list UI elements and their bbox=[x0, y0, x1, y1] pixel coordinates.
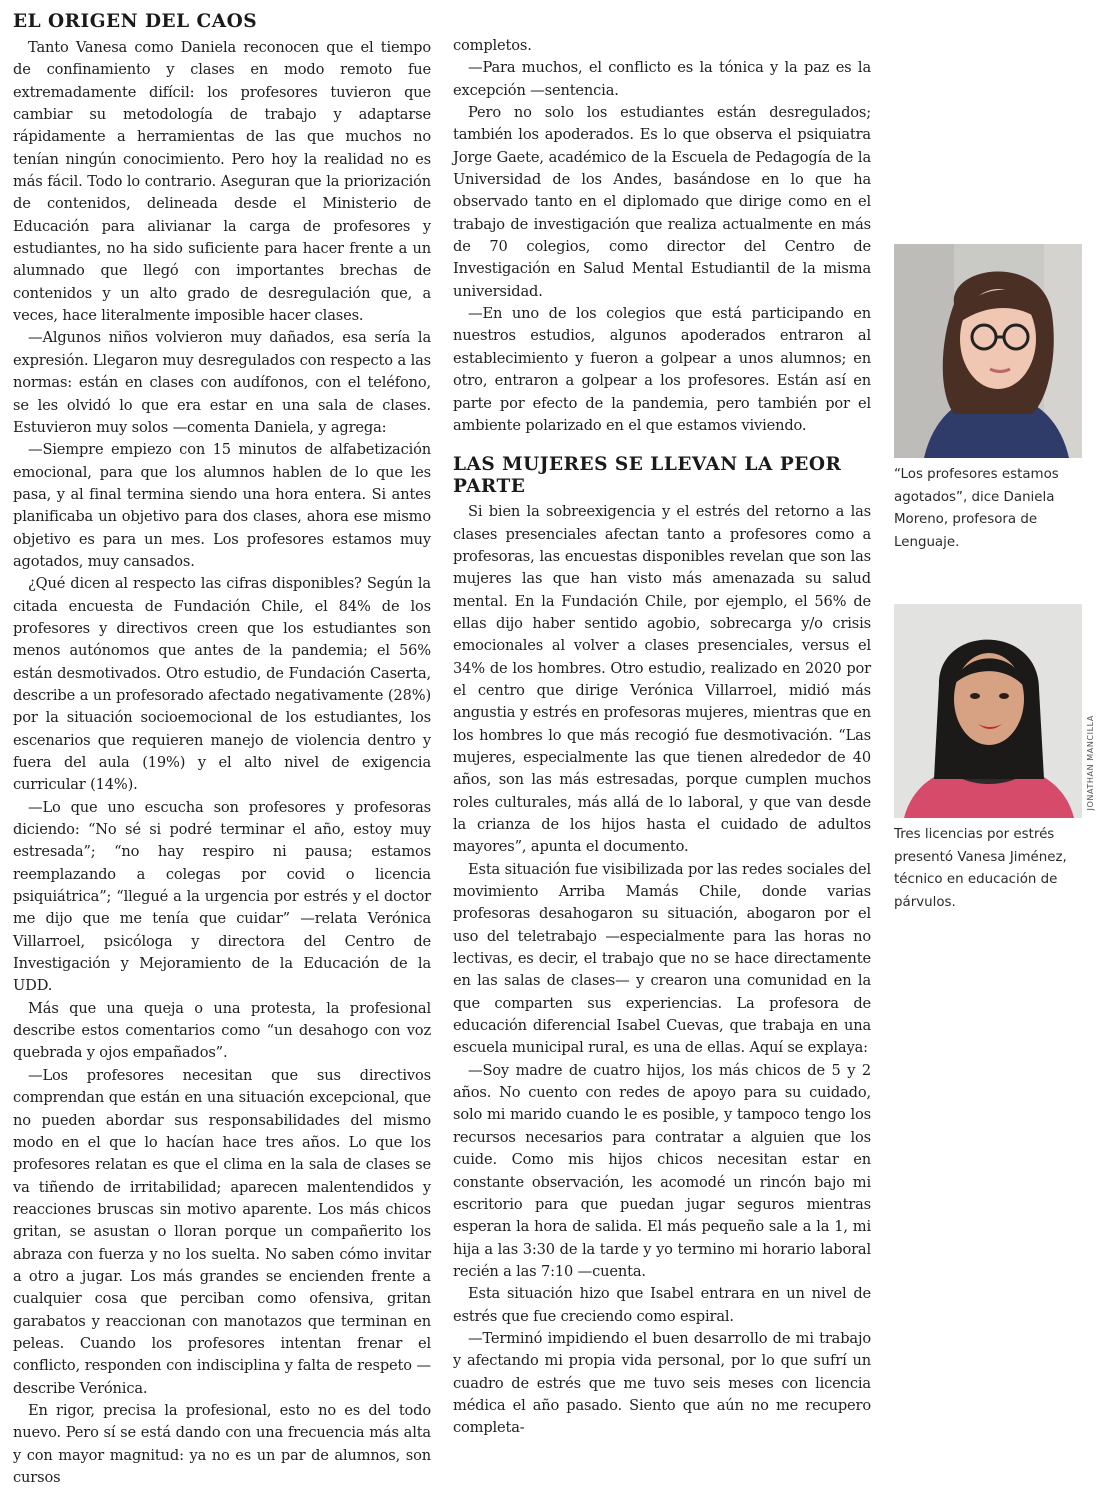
column-left bbox=[13, 0, 431, 1489]
paragraph: —En uno de los colegios que está participando en nuestros estudios, algunos apoderados entraron al establecimiento y fueron a golpear a unos alumnos; en otro, entraron a golpear a los profesores. Están así en parte por efecto de la pandemia, pero también por el ambiente polarizado en el que estamos viviendo. bbox=[453, 305, 871, 434]
paragraph-continuation: completos. bbox=[453, 37, 532, 54]
paragraph: Esta situación fue visibilizada por las redes sociales del movimiento Arriba Mamás Chile, donde varias profesoras desahogaron su situación, abogaron por el uso del teletrabajo —especialmente para las horas no lectivas, es decir, el trabajo que no se hace directamente en las salas de clases— y crearon una comunidad en la que comparten sus experiencias. La profesora de educación diferencial Isabel Cuevas, que trabaja en una escuela municipal rural, es una de ellas. Aquí se explaya: bbox=[453, 860, 871, 1057]
paragraph: Más que una queja o una protesta, la profesional describe estos comentarios como “un desahogo con voz quebrada y ojos empañados”. bbox=[13, 999, 431, 1062]
paragraph: ¿Qué dicen al respecto las cifras disponibles? Según la citada encuesta de Fundación Chile, el 84% de los profesores y directivos creen que los estudiantes son menos autónomos que antes de la pandemia; el 56% están desmotivados. Otro estudio, de Fundación Caserta, describe a un profesorado afectado negativamente (28%) por la situación socioemocional de los estudiantes, los escenarios que requieren manejo de violencia dentro y fuera del aula (19%) y el alto nivel de exigencia curricular (14%). bbox=[13, 575, 431, 794]
paragraph: —Los profesores necesitan que sus directivos comprendan que están en una situación excepcional, que no pueden abordar sus responsabilidades del mismo modo en el que lo hacían hace tres años. Lo que los profesores relatan es que el clima en la sala de clases se va tiñendo de irritabilidad; aparecen malentendidos y reacciones bruscas sin motivo aparente. Los más chicos gritan, se asustan o lloran porque un compañerito los abraza con fuerza y no los suelta. No saben cómo invitar a otro a jugar. Los más grandes se encienden frente a cualquier cosa que perciban como ofensiva, gritan garabatos y reaccionan con manotazos que terminan en peleas. Cuando los profesores intentan frenar el conflicto, responden con indisciplina y falta de respeto —describe Verónica. bbox=[13, 1066, 431, 1397]
photo-vanesa-jimenez bbox=[894, 604, 1082, 818]
caption-vanesa: Tres licencias por estrés presentó Vanesa Jiménez, técnico en educación de párvulos. bbox=[894, 827, 1067, 910]
column-middle bbox=[453, 0, 871, 1440]
paragraph: Pero no solo los estudiantes están desregulados; también los apoderados. Es lo que observa el psiquiatra Jorge Gaete, académico de la Escuela de Pedagogía de la Universidad de los Andes, basándose en lo que ha observado tanto en el diplomado que dirige como en el trabajo de investigación que realiza actualmente en más de 70 colegios, como director del Centro de Investigación en Salud Mental Estudiantil de la misma universidad. bbox=[453, 104, 871, 300]
paragraph: —Siempre empiezo con 15 minutos de alfabetización emocional, para que los alumnos hablen de lo que les pasa, y al final termina siendo una hora entera. Si antes planificaba un objetivo para dos clases, ahora ese mismo objetivo es para un mes. Los profesores estamos muy agotados, muy cansados. bbox=[13, 441, 431, 570]
section-heading-origen: EL ORIGEN DEL CAOS bbox=[13, 11, 258, 32]
paragraph: —Soy madre de cuatro hijos, los más chicos de 5 y 2 años. No cuento con redes de apoyo para su cuidado, solo mi marido cuando le es posible, y tampoco tengo los recursos necesarios para contratar a alguien que los cuide. Como mis hijos chicos necesitan estar en constante observación, les acomodé un rincón bajo mi escritorio para que puedan jugar seguros mientras esperan la hora de salida. El más pequeño sale a la 1, mi hija a las 3:30 de la tarde y yo termino mi horario laboral recién a las 7:10 —cuenta. bbox=[453, 1061, 871, 1280]
photo-daniela-moreno bbox=[894, 244, 1082, 458]
section-heading-mujeres: LAS MUJERES SE LLEVAN LA PEOR PARTE bbox=[453, 454, 842, 498]
paragraph: Esta situación hizo que Isabel entrara en un nivel de estrés que fue creciendo como espiral. bbox=[453, 1285, 871, 1325]
photo-credit: JONATHAN MANCILLA bbox=[1086, 715, 1095, 811]
caption-daniela: “Los profesores estamos agotados”, dice Daniela Moreno, profesora de Lenguaje. bbox=[894, 467, 1059, 550]
paragraph: —Lo que uno escucha son profesores y profesoras diciendo: “No sé si podré terminar el año, estoy muy estresada”; “no hay respiro ni pausa; estamos reemplazando a colegas por covid o licencia psiquiátrica”; “llegué a la urgencia por estrés y el doctor me dijo que me tenía que cuidar” —relata Verónica Villarroel, psicóloga y directora del Centro de Investigación y Mejoramiento de la Educación de la UDD. bbox=[13, 798, 431, 995]
paragraph: —Para muchos, el conflicto es la tónica y la paz es la excepción —sentencia. bbox=[453, 59, 871, 99]
paragraph: Tanto Vanesa como Daniela reconocen que el tiempo de confinamiento y clases en modo remoto fue extremadamente difícil: los profesores tuvieron que cambiar su metodología de trabajo y adaptarse rápidamente a herramientas de las que muchos no tenían ningún conocimiento. Pero hoy la realidad no es más fácil. Todo lo contrario. Aseguran que la priorización de contenidos, delineada desde el Ministerio de Educación para alivianar la carga de profesores y estudiantes, no ha sido suficiente para hacer frente a un alumnado que llegó con importantes brechas de contenidos y un alto grado de desregulación que, a veces, hace literalmente imposible hacer clases. bbox=[13, 39, 431, 325]
paragraph: Si bien la sobreexigencia y el estrés del retorno a las clases presenciales afectan tanto a profesores como a profesoras, las encuestas disponibles revelan que son las mujeres las que han visto más amenazada su salud mental. En la Fundación Chile, por ejemplo, el 56% de ellas dijo haber sentido agobio, sobrecarga y/o crisis emocionales al volver a clases presenciales, versus el 34% de los hombres. Otro estudio, realizado en 2020 por el centro que dirige Verónica Villarroel, midió más angustia y estrés en profesoras mujeres, mientras que en los hombres lo que más recogió fue desmotivación. “Las mujeres, especialmente las que tienen alrededor de 40 años, son las más estresadas, porque cumplen muchos roles culturales, más allá de lo laboral, y que van desde la crianza de los hijos hasta el cuidado de adultos mayores”, apunta el documento. bbox=[453, 503, 871, 856]
paragraph: En rigor, precisa la profesional, esto no es del todo nuevo. Pero sí se está dando con una frecuencia más alta y con mayor magnitud: ya no es un par de alumnos, son cursos bbox=[13, 1401, 431, 1486]
paragraph: —Terminó impidiendo el buen desarrollo de mi trabajo y afectando mi propia vida personal, por lo que sufrí un cuadro de estrés que me tuvo seis meses con licencia médica el año pasado. Siento que aún no me recupero completa- bbox=[453, 1329, 871, 1437]
paragraph: —Algunos niños volvieron muy dañados, esa sería la expresión. Llegaron muy desregulados con respecto a las normas: están en clases con audífonos, con el teléfono, se les olvidó lo que era estar en una sala de clases. Estuvieron muy solos —comenta Daniela, y agrega: bbox=[13, 329, 431, 436]
